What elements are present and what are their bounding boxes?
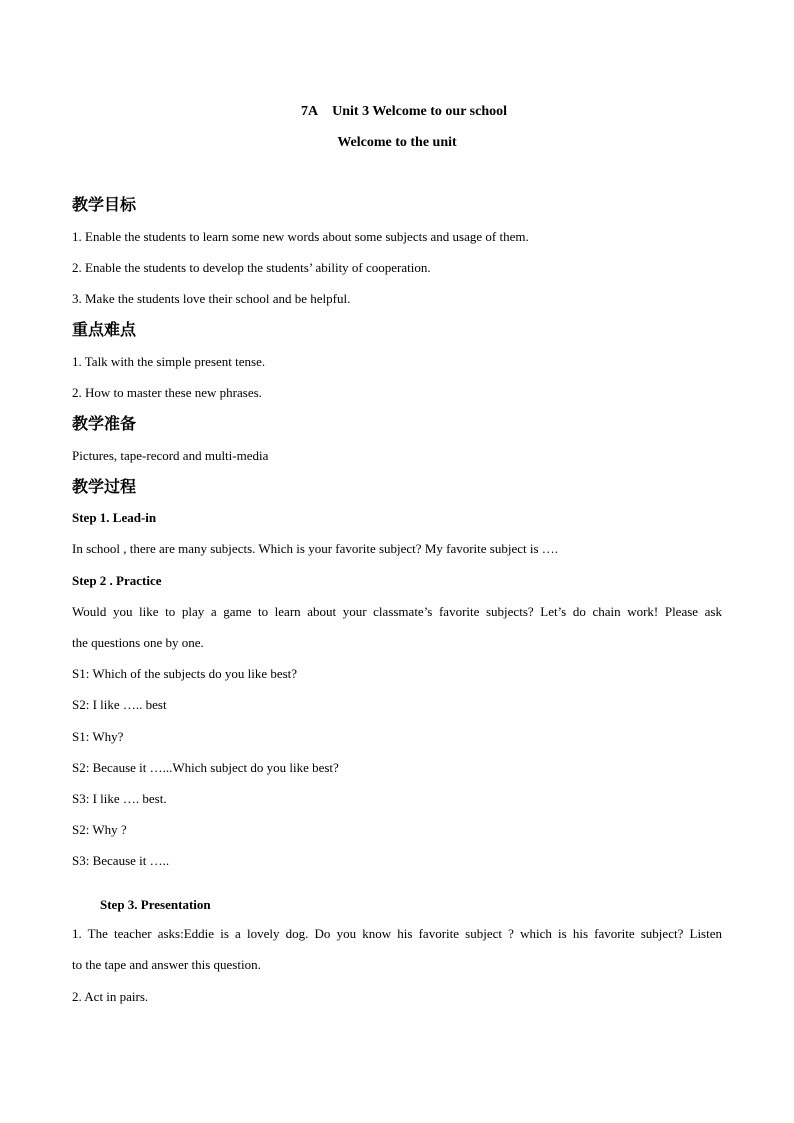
preparation-text: Pictures, tape-record and multi-media (72, 448, 269, 463)
step3-title: Step 3. Presentation (100, 897, 211, 912)
heading-process: 教学过程 (72, 477, 137, 496)
key-point-item-2: 2. How to master these new phrases. (72, 385, 262, 400)
key-point-item-1: 1. Talk with the simple present tense. (72, 354, 266, 369)
step2-title: Step 2 . Practice (72, 573, 162, 588)
title-main: Unit 3 Welcome to our school (332, 104, 507, 119)
dialogue-line-1: S1: Which of the subjects do you like best? (72, 666, 298, 681)
heading-preparation: 教学准备 (72, 414, 137, 433)
step3-item1-line1: 1. The teacher asks:Eddie is a lovely dog. Do you know his favorite subject ? which is his favorite subject? Listen (72, 926, 722, 941)
step1-title: Step 1. Lead-in (72, 510, 157, 525)
step2-text-line1: Would you like to play a game to learn about your classmate’s favorite subjects? Let’s do chain work! Please ask (72, 604, 722, 619)
objective-item-3: 3. Make the students love their school and be helpful. (72, 291, 351, 306)
objective-item-2: 2. Enable the students to develop the students’ ability of cooperation. (72, 260, 431, 275)
dialogue-line-3: S1: Why? (72, 729, 124, 744)
dialogue-line-2: S2: I like ….. best (72, 697, 167, 712)
heading-key-points: 重点难点 (72, 320, 137, 339)
document-subtitle: Welcome to the unit (337, 135, 457, 150)
title-prefix: 7A (301, 104, 319, 119)
dialogue-line-7: S3: Because it ….. (72, 853, 170, 868)
dialogue-line-4: S2: Because it …...Which subject do you like best? (72, 760, 339, 775)
step3-item1-line2: to the tape and answer this question. (72, 957, 261, 972)
heading-objectives: 教学目标 (72, 195, 137, 214)
document-title (0, 104, 794, 120)
step2-text-line2: the questions one by one. (72, 635, 204, 650)
objective-item-1: 1. Enable the students to learn some new words about some subjects and usage of them. (72, 229, 529, 244)
dialogue-line-5: S3: I like …. best. (72, 791, 167, 806)
dialogue-line-6: S2: Why ? (72, 822, 127, 837)
step3-item2: 2. Act in pairs. (72, 989, 149, 1004)
step1-text: In school , there are many subjects. Which is your favorite subject? My favorite subject is …. (72, 541, 559, 556)
